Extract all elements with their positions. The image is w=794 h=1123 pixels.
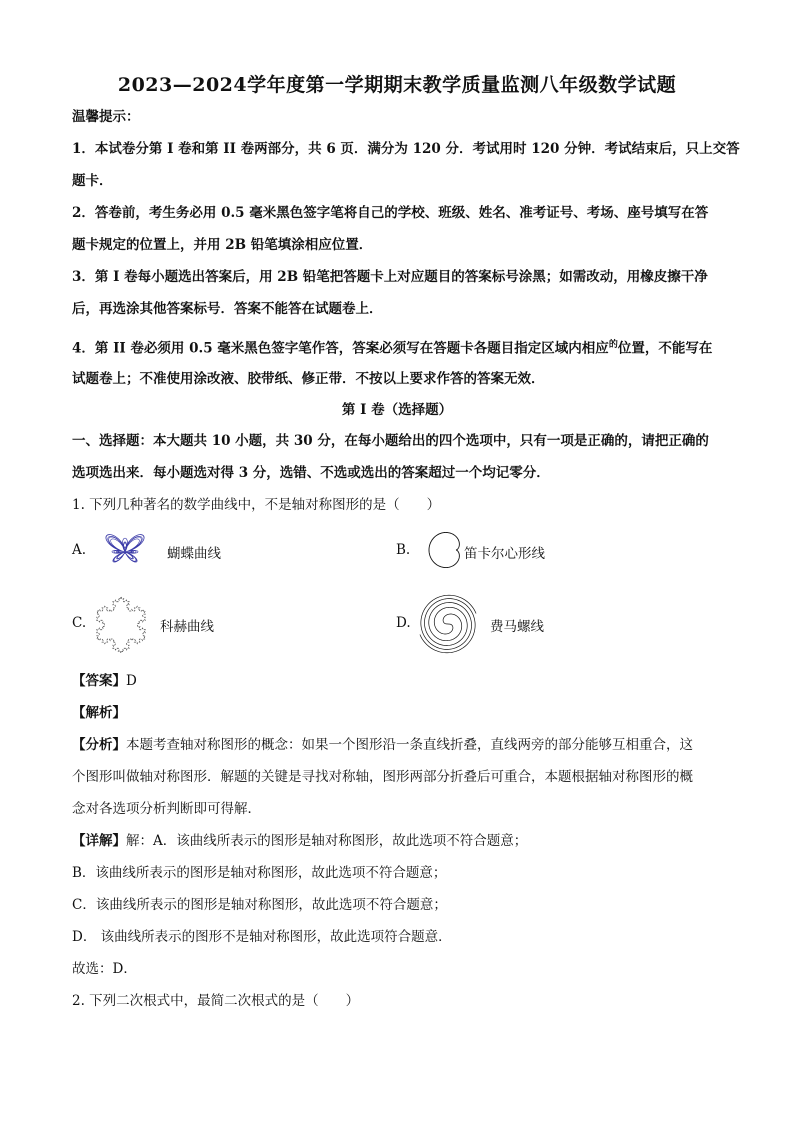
- q1-option-a-name: 蝴蝶曲线: [167, 546, 221, 562]
- q1-option-c-name: 科赫曲线: [160, 619, 214, 635]
- fenxi-tag: 【分析】: [72, 737, 126, 753]
- q2-stem: 2. 下列二次根式中，最简二次根式的是（ ）: [72, 993, 360, 1009]
- q1-answer: [72, 672, 137, 690]
- tip-4-text: 4．第 II 卷必须用 0.5 毫米黑色签字笔作答，答案必须写在答题卡各题目指定区域内相应: [72, 340, 609, 357]
- detail-line-4: D． 该曲线所表示的图形不是轴对称图形，故此选项符合题意．: [72, 929, 452, 945]
- section-title: 第 I 卷（选择题）: [341, 402, 453, 418]
- conclusion-line: 故选：D．: [72, 961, 137, 977]
- tip-4-line-1: [72, 336, 712, 358]
- q1-option-d-name: 费马螺线: [490, 619, 544, 635]
- tip-4-line-2: 试题卷上；不准使用涂改液、胶带纸、修正带．不按以上要求作答的答案无效．: [72, 371, 545, 387]
- part1-intro-line-2: 选项选出来．每小题选对得 3 分，选错、不选或选出的答案超过一个均记零分．: [72, 465, 550, 481]
- koch-snowflake-icon: [88, 592, 154, 656]
- detail-line-3: C．该曲线所表示的图形是轴对称图形，故此选项不符合题意；: [72, 897, 447, 913]
- xiangjie-tag: 【详解】: [72, 833, 126, 849]
- q1-stem: 1. 下列几种著名的数学曲线中，不是轴对称图形的是（ ）: [72, 497, 441, 513]
- fenxi-line-2: 个图形叫做轴对称图形．解题的关键是寻找对称轴，图形两部分折叠后可重合，本题根据轴对称图形的概: [72, 769, 693, 785]
- cardioid-icon: [412, 520, 472, 580]
- tip-1-line-2: 题卡．: [72, 173, 113, 189]
- q1-option-a-label: A.: [72, 542, 87, 558]
- fermat-spiral-icon: [416, 592, 480, 656]
- page-title: 2023—2024学年度第一学期期末教学质量监测八年级数学试题: [117, 74, 677, 96]
- tips-heading: 温馨提示：: [72, 109, 140, 125]
- part1-intro-line-1: 一、选择题：本大题共 10 小题，共 30 分，在每小题给出的四个选项中，只有一项是正确的，请把正确的: [72, 433, 709, 449]
- detail-line-2: B．该曲线所表示的图形是轴对称图形，故此选项不符合题意；: [72, 865, 447, 881]
- q1-option-c-label: C.: [72, 615, 87, 631]
- tip-3-line-1: 3．第 I 卷每小题选出答案后，用 2B 铅笔把答题卡上对应题目的答案标号涂黑；如需改动，用橡皮擦干净: [72, 269, 708, 285]
- q1-option-b-name: 笛卡尔心形线: [464, 546, 545, 562]
- fenxi-line-3: 念对各选项分析判断即可得解．: [72, 801, 261, 817]
- answer-value: D: [126, 673, 137, 689]
- tip-2-line-1: 2．答卷前，考生务必用 0.5 毫米黑色签字笔将自己的学校、班级、姓名、准考证号、考场、座号填写在答: [72, 205, 709, 221]
- fenxi-text-1: 本题考查轴对称图形的概念：如果一个图形沿一条直线折叠，直线两旁的部分能够互相重合，这: [126, 737, 693, 753]
- q1-option-b-label: B.: [396, 542, 411, 558]
- tip-1-line-1: 1．本试卷分第 I 卷和第 II 卷两部分，共 6 页．满分为 120 分．考试用时 120 分钟．考试结束后，只上交答: [72, 141, 740, 157]
- tip-4-superscript: 的: [608, 340, 618, 350]
- tip-3-line-2: 后，再选涂其他答案标号．答案不能答在试题卷上．: [72, 301, 383, 317]
- analysis-tag: 【解析】: [72, 705, 126, 721]
- detail-text-1: 解：A．该曲线所表示的图形是轴对称图形，故此选项不符合题意；: [126, 833, 528, 849]
- tip-4-text-end: 位置，不能写在: [617, 340, 713, 357]
- detail-line-1: [72, 832, 527, 850]
- butterfly-curve-icon: [92, 522, 158, 574]
- answer-tag: 【答案】: [72, 673, 126, 689]
- fenxi-line-1: [72, 736, 693, 754]
- q1-option-d-label: D.: [396, 615, 411, 631]
- tip-2-line-2: 题卡规定的位置上，并用 2B 铅笔填涂相应位置．: [72, 237, 373, 253]
